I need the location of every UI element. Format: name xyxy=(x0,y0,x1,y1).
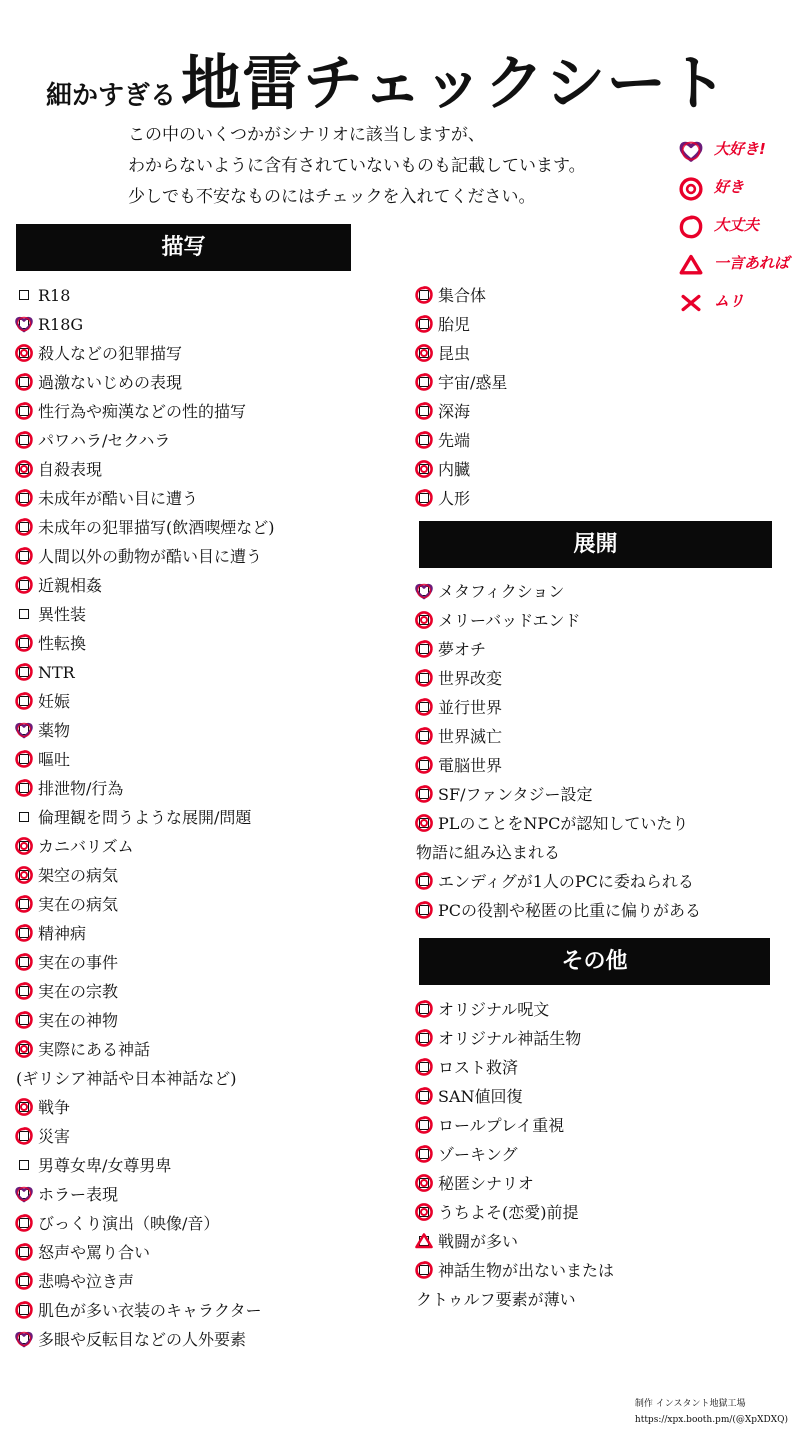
section-header-byousha: 描写 xyxy=(16,224,351,271)
legend-label: 大好き! xyxy=(714,140,766,158)
checklist-item xyxy=(16,1209,275,1238)
checklist-item xyxy=(16,774,275,803)
checklist-item-label: 過激ないじめの表現 xyxy=(38,373,183,392)
checkbox[interactable] xyxy=(19,812,29,822)
intro-text xyxy=(128,120,586,213)
legend-label: 好き xyxy=(714,178,745,196)
checklist-item xyxy=(16,484,275,513)
title-small: 細かすぎる xyxy=(46,81,177,111)
checklist-item xyxy=(416,751,701,780)
checklist-item-label: 実在の事件 xyxy=(38,953,119,972)
checklist-item-label: 人間以外の動物が酷い目に遭う xyxy=(38,547,263,566)
checkbox[interactable] xyxy=(19,1160,29,1170)
checklist-item-label: 嘔吐 xyxy=(38,750,71,769)
checklist-item-label: SAN値回復 xyxy=(438,1087,523,1106)
checklist-item-label: 物語に組み込まれる xyxy=(416,843,561,862)
intro-line: 少しでも不安なものにはチェックを入れてください。 xyxy=(128,187,536,207)
checklist-item-label: うちよそ(恋愛)前提 xyxy=(438,1203,579,1222)
checklist-item-label: 悲鳴や泣き声 xyxy=(38,1272,135,1291)
checklist-item xyxy=(16,745,275,774)
checklist-item-label: 並行世界 xyxy=(438,698,503,717)
checklist-item-label: 排泄物/行為 xyxy=(38,779,124,798)
legend-item xyxy=(678,134,798,172)
legend-item xyxy=(678,210,798,248)
checklist-item-label: 世界改変 xyxy=(438,669,503,688)
checklist-item-label: クトゥルフ要素が薄い xyxy=(416,1290,576,1309)
checklist-item-label: 近親相姦 xyxy=(38,576,103,595)
checklist-item xyxy=(16,716,275,745)
legend-label: ムリ xyxy=(714,292,745,310)
checklist-item xyxy=(16,513,275,542)
checklist-item-label: 自殺表現 xyxy=(38,460,103,479)
checklist-item-label: 夢オチ xyxy=(438,640,487,659)
checklist-item xyxy=(416,577,701,606)
checklist-item xyxy=(16,687,275,716)
checklist-item xyxy=(416,484,507,513)
checklist-item xyxy=(416,606,701,635)
section-header-tenkai: 展開 xyxy=(419,521,772,568)
checklist-item xyxy=(416,722,701,751)
footer-author: 制作 インスタント地獄工場 xyxy=(634,1399,746,1409)
checklist-item xyxy=(16,1325,275,1354)
title-big: 地雷チェックシート xyxy=(181,49,729,119)
checklist-item-label: 未成年が酷い目に遭う xyxy=(38,489,199,508)
checklist-item-label: 未成年の犯罪描写(飲酒喫煙など) xyxy=(38,518,275,537)
legend-item xyxy=(678,286,798,324)
checklist-item xyxy=(416,664,701,693)
checklist-item-label: PCの役割や秘匿の比重に偏りがある xyxy=(438,901,702,920)
checklist-item-label: 怒声や罵り合い xyxy=(38,1243,151,1262)
checklist-item xyxy=(416,1198,614,1227)
checklist-item-label: 肌色が多い衣装のキャラクター xyxy=(38,1301,262,1320)
checklist-item-label: 神話生物が出ないまたは xyxy=(438,1261,615,1280)
checklist-item-label: 実在の病気 xyxy=(38,895,119,914)
checklist-item-label: 世界滅亡 xyxy=(438,727,503,746)
checklist-item-label: PLのことをNPCが認知していたり xyxy=(438,814,689,833)
checklist-item xyxy=(16,832,275,861)
checklist-item xyxy=(16,571,275,600)
legend-label: 大丈夫 xyxy=(714,216,760,234)
checklist-item-label: 災害 xyxy=(38,1127,71,1146)
checklist-item xyxy=(16,658,275,687)
checklist-item-label: 実在の神物 xyxy=(38,1011,119,1030)
page-title xyxy=(46,36,728,122)
checklist-item-label: 精神病 xyxy=(38,924,87,943)
checklist-item-label: 多眼や反転目などの人外要素 xyxy=(38,1330,247,1349)
checklist-item xyxy=(16,1267,275,1296)
checklist-item xyxy=(416,1082,614,1111)
checklist-item-label: 宇宙/惑星 xyxy=(438,373,508,392)
intro-line: この中のいくつかがシナリオに該当しますが、 xyxy=(128,125,485,145)
checklist-item-label: 男尊女卑/女尊男卑 xyxy=(38,1156,172,1175)
checklist-item xyxy=(416,1285,614,1314)
checklist-item-label: 人形 xyxy=(438,489,471,508)
checkbox[interactable] xyxy=(19,609,29,619)
footer-url: https://xpx.booth.pm/(@XpXDXQ) xyxy=(634,1415,788,1425)
checklist-item xyxy=(16,1093,275,1122)
checklist-item xyxy=(16,1180,275,1209)
checkbox[interactable] xyxy=(19,290,29,300)
list-tenkai xyxy=(416,577,701,925)
checklist-item-label: 集合体 xyxy=(438,286,487,305)
checklist-item xyxy=(416,1024,614,1053)
checklist-item-label: ロールプレイ重視 xyxy=(438,1116,565,1135)
legend-label: 一言あれば xyxy=(714,254,790,272)
checklist-item xyxy=(16,339,275,368)
checklist-item xyxy=(416,1169,614,1198)
checklist-item-label: ロスト救済 xyxy=(438,1058,519,1077)
checklist-item xyxy=(416,1256,614,1285)
checklist-item xyxy=(416,635,701,664)
checklist-item-label: ホラー表現 xyxy=(38,1185,119,1204)
footer-credit xyxy=(635,1396,788,1428)
list-sonota xyxy=(416,995,614,1314)
checklist-item xyxy=(416,310,507,339)
checklist-item xyxy=(416,867,701,896)
checklist-item xyxy=(16,919,275,948)
checklist-item xyxy=(16,1296,275,1325)
checklist-item xyxy=(416,838,701,867)
checklist-item xyxy=(16,890,275,919)
checklist-item xyxy=(16,310,275,339)
intro-line: わからないように含有されていないものも記載しています。 xyxy=(128,156,586,176)
checklist-item xyxy=(16,1064,275,1093)
checklist-item-label: R18 xyxy=(38,286,71,305)
checklist-item xyxy=(16,1035,275,1064)
checklist-item xyxy=(16,542,275,571)
checklist-item xyxy=(16,861,275,890)
checklist-item xyxy=(416,1111,614,1140)
checklist-item-label: 秘匿シナリオ xyxy=(438,1174,534,1193)
checklist-item xyxy=(16,426,275,455)
checklist-item xyxy=(416,1140,614,1169)
checklist-item-label: ゾーキング xyxy=(438,1145,518,1164)
checklist-item xyxy=(416,281,507,310)
checklist-item-label: 倫理観を問うような展開/問題 xyxy=(38,808,252,827)
checklist-item xyxy=(16,1006,275,1035)
checklist-item-label: 戦争 xyxy=(38,1098,71,1117)
checklist-item-label: 殺人などの犯罪描写 xyxy=(38,344,183,363)
checklist-item-label: 実在の宗教 xyxy=(38,982,119,1001)
legend-item xyxy=(678,248,798,286)
checklist-item-label: 昆虫 xyxy=(438,344,471,363)
checklist-item xyxy=(416,426,507,455)
checklist-item xyxy=(416,896,701,925)
checklist-item xyxy=(416,780,701,809)
checklist-item-label: 異性装 xyxy=(38,605,87,624)
list-byousha-continued xyxy=(416,281,507,513)
checklist-item xyxy=(16,397,275,426)
checklist-item xyxy=(416,339,507,368)
checklist-item xyxy=(416,809,701,838)
checklist-item xyxy=(416,1053,614,1082)
checklist-item-label: メリーバッドエンド xyxy=(438,611,581,630)
checklist-item-label: SF/ファンタジー設定 xyxy=(438,785,593,804)
section-header-sonota: その他 xyxy=(419,938,770,985)
checklist-item xyxy=(416,455,507,484)
checklist-item-label: 架空の病気 xyxy=(38,866,119,885)
legend-item xyxy=(678,172,798,210)
checklist-item xyxy=(16,1122,275,1151)
checklist-item-label: オリジナル神話生物 xyxy=(438,1029,582,1048)
checklist-item-label: 電脳世界 xyxy=(438,756,503,775)
checklist-item xyxy=(16,977,275,1006)
checklist-item-label: R18G xyxy=(38,315,84,334)
checklist-item xyxy=(16,600,275,629)
checklist-item xyxy=(416,693,701,722)
checklist-item-label: 戦闘が多い xyxy=(438,1232,519,1251)
checklist-item-label: 胎児 xyxy=(438,315,471,334)
checklist-item-label: エンディグが1人のPCに委ねられる xyxy=(438,872,694,891)
checklist-item-label: NTR xyxy=(38,663,75,682)
checklist-item xyxy=(16,803,275,832)
checklist-item xyxy=(16,1151,275,1180)
checklist-item-label: メタフィクション xyxy=(438,582,565,601)
checklist-item-label: (ギリシア神話や日本神話など) xyxy=(16,1069,237,1088)
checklist-item-label: 妊娠 xyxy=(38,692,71,711)
checklist-item-label: 内臓 xyxy=(438,460,471,479)
checklist-item-label: 実際にある神話 xyxy=(38,1040,151,1059)
checklist-item xyxy=(16,455,275,484)
checklist-item-label: 性行為や痴漢などの性的描写 xyxy=(38,402,247,421)
legend xyxy=(678,134,798,324)
checklist-item xyxy=(16,1238,275,1267)
checklist-item-label: オリジナル呪文 xyxy=(438,1000,550,1019)
checklist-item-label: 薬物 xyxy=(38,721,71,740)
checklist-item-label: カニバリズム xyxy=(38,837,134,856)
checklist-item-label: 先端 xyxy=(438,431,471,450)
checklist-item-label: 性転換 xyxy=(38,634,87,653)
checklist-item xyxy=(16,948,275,977)
checklist-item xyxy=(416,1227,614,1256)
checklist-item-label: びっくり演出（映像/音） xyxy=(38,1214,220,1233)
checklist-item xyxy=(416,995,614,1024)
checklist-item-label: パワハラ/セクハラ xyxy=(38,431,171,450)
checklist-item xyxy=(16,629,275,658)
checklist-item-label: 深海 xyxy=(438,402,471,421)
checklist-item xyxy=(16,368,275,397)
checklist-item xyxy=(416,397,507,426)
checklist-item xyxy=(416,368,507,397)
checklist-item xyxy=(16,281,275,310)
list-byousha xyxy=(16,281,275,1354)
